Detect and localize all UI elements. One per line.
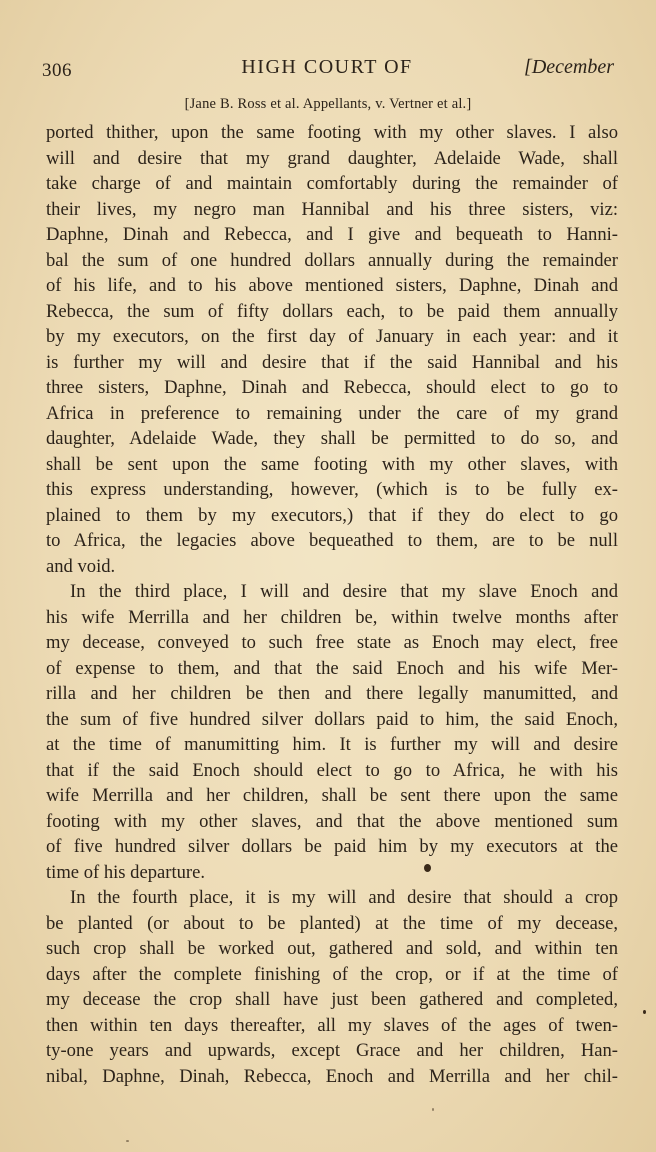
text-line: at the time of manumitting him. It is further my will and desire xyxy=(46,734,618,755)
text-line: to Africa, the legacies above bequeathed to them, are to be null xyxy=(46,530,618,551)
text-line: of his life, and to his above mentioned sisters, Daphne, Dinah and xyxy=(46,275,618,296)
text-line: take charge of and maintain comfortably during the remainder of xyxy=(46,173,618,194)
paragraph-start-line: In the third place, I will and desire that my slave Enoch and xyxy=(70,581,618,602)
running-title: HIGH COURT OF xyxy=(241,56,413,78)
text-line: bal the sum of one hundred dollars annually during the remainder xyxy=(46,249,618,271)
text-line: shall be sent upon the same footing with my other slaves, with xyxy=(46,453,618,475)
text-line: this express understanding, however, (which is to be fully ex- xyxy=(46,479,618,500)
text-line: daughter, Adelaide Wade, they shall be permitted to do so, and xyxy=(46,428,618,449)
ink-speck xyxy=(424,864,431,872)
text-line: three sisters, Daphne, Dinah and Rebecca, should elect to go to xyxy=(46,377,618,398)
ink-speck xyxy=(432,1108,434,1111)
text-line: Africa in preference to remaining under the care of my grand xyxy=(46,402,618,424)
text-line: Daphne, Dinah and Rebecca, and I give and bequeath to Hanni- xyxy=(46,224,618,245)
text-line: is further my will and desire that if the said Hannibal and his xyxy=(46,351,618,373)
page-number: 306 xyxy=(42,60,72,81)
text-line: wife Merrilla and her children, shall be sent there upon the same xyxy=(46,785,618,806)
text-line: Rebecca, the sum of fifty dollars each, to be paid them annually xyxy=(46,300,618,322)
text-line: will and desire that my grand daughter, Adelaide Wade, shall xyxy=(46,147,618,169)
text-line: time of his departure. xyxy=(46,861,206,883)
text-line: of five hundred silver dollars be paid him by my executors at the xyxy=(46,836,618,857)
text-line: my decease, conveyed to such free state as Enoch may elect, free xyxy=(46,632,618,653)
text-line: ty-one years and upwards, except Grace and her children, Han- xyxy=(46,1040,618,1061)
ink-speck xyxy=(643,1010,646,1014)
text-line: the sum of five hundred silver dollars paid to him, the said Enoch, xyxy=(46,708,618,730)
text-line: plained to them by my executors,) that if they do elect to go xyxy=(46,504,618,526)
text-line: nibal, Daphne, Dinah, Rebecca, Enoch and Merrilla and her chil- xyxy=(46,1065,618,1087)
text-line: by my executors, on the first day of January in each year: and it xyxy=(46,326,618,347)
case-caption: [Jane B. Ross et al. Appellants, v. Vertner et al.] xyxy=(184,96,472,112)
text-line: his wife Merrilla and her children be, within twelve months after xyxy=(46,606,618,628)
text-line: be planted (or about to be planted) at the time of my decease, xyxy=(46,912,618,934)
text-line: of expense to them, and that the said Enoch and his wife Mer- xyxy=(46,657,618,679)
text-line: and void. xyxy=(46,555,116,577)
running-header xyxy=(40,54,614,84)
text-line: that if the said Enoch should elect to go to Africa, he with his xyxy=(46,759,618,781)
text-line: my decease the crop shall have just been gathered and completed, xyxy=(46,989,618,1010)
ink-speck xyxy=(126,1140,129,1142)
text-line: rilla and her children be then and there legally manumitted, and xyxy=(46,683,618,704)
paragraph-start-line: In the fourth place, it is my will and desire that should a crop xyxy=(70,887,618,908)
body-text xyxy=(46,120,618,1089)
text-line: such crop shall be worked out, gathered and sold, and within ten xyxy=(46,938,618,959)
text-line: days after the complete finishing of the crop, or if at the time of xyxy=(46,963,618,985)
running-month: [December xyxy=(524,56,614,78)
text-line: then within ten days thereafter, all my slaves of the ages of twen- xyxy=(46,1014,618,1036)
text-line: footing with my other slaves, and that the above mentioned sum xyxy=(46,810,618,832)
text-line: their lives, my negro man Hannibal and his three sisters, viz: xyxy=(46,198,618,220)
text-line: ported thither, upon the same footing with my other slaves. I also xyxy=(46,122,618,143)
